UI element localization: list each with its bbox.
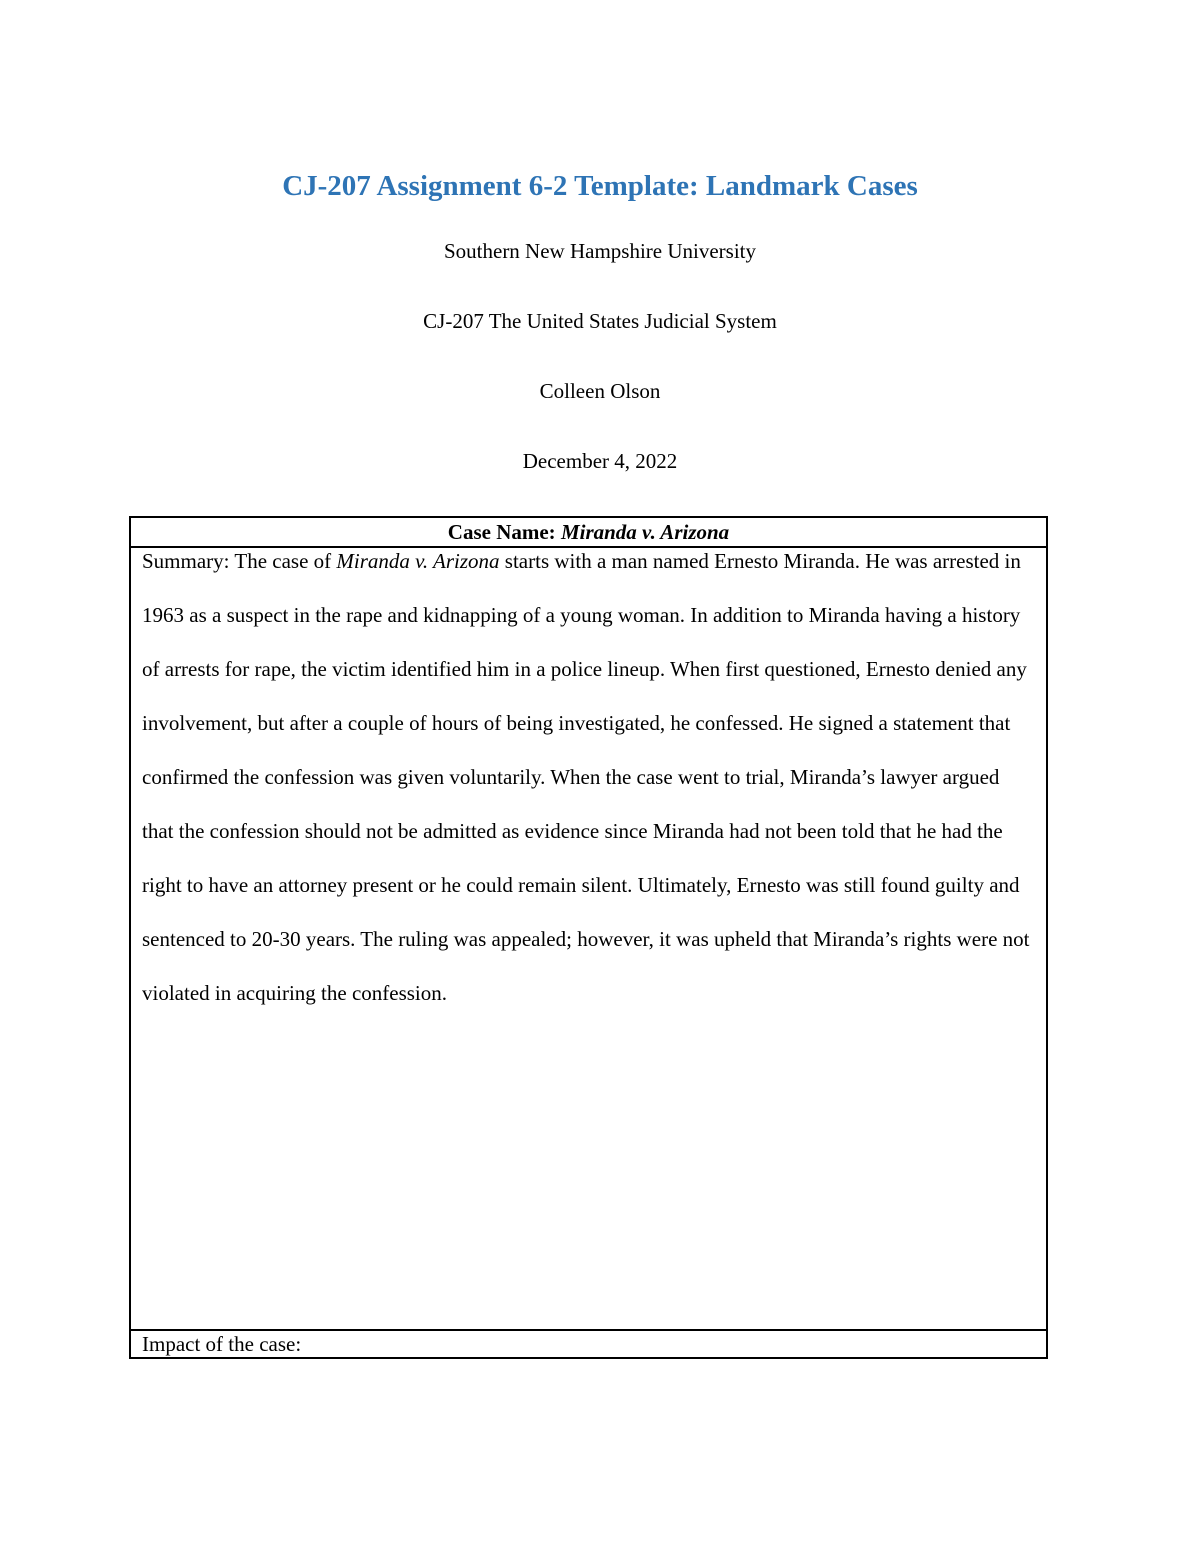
course-name: CJ-207 The United States Judicial System bbox=[423, 309, 777, 333]
case-table bbox=[129, 516, 1048, 1359]
summary-row bbox=[130, 547, 1047, 1330]
summary-body: starts with a man named Ernesto Miranda. He was arrested in 1963 as a suspect in the rape and kidnapping of a young woman. In addition to Miranda having a history of arrests for rape, the victim identified him in a police lineup. When first questioned, Ernesto denied any involvement, but after a couple of hours of being investigated, he confessed. He signed a statement that confirmed the confession was given voluntarily. When the case went to trial, Miranda’s lawyer argued that the confession should not be admitted as evidence since Miranda had not been told that he had the right to have an attorney present or he could remain silent. Ultimately, Ernesto was still found guilty and sentenced to 20-30 years. The ruling was appealed; however, it was upheld that Miranda’s rights were not violated in acquiring the confession. bbox=[142, 549, 1030, 1005]
summary-cell bbox=[130, 547, 1047, 1330]
case-name-label: Case Name: bbox=[447, 520, 561, 544]
university-name: Southern New Hampshire University bbox=[443, 239, 757, 263]
summary-case-reference: Miranda v. Arizona bbox=[336, 549, 500, 573]
summary-text bbox=[142, 534, 1035, 1020]
document-title: CJ-207 Assignment 6-2 Template: Landmark Cases bbox=[282, 170, 918, 202]
summary-label: Summary: The case of bbox=[142, 549, 337, 573]
impact-row bbox=[130, 1330, 1047, 1358]
document-date: December 4, 2022 bbox=[522, 449, 678, 473]
impact-label: Impact of the case: bbox=[142, 1332, 302, 1356]
case-name-value: Miranda v. Arizona bbox=[560, 520, 730, 544]
impact-cell bbox=[130, 1330, 1047, 1358]
author-name: Colleen Olson bbox=[539, 379, 661, 403]
